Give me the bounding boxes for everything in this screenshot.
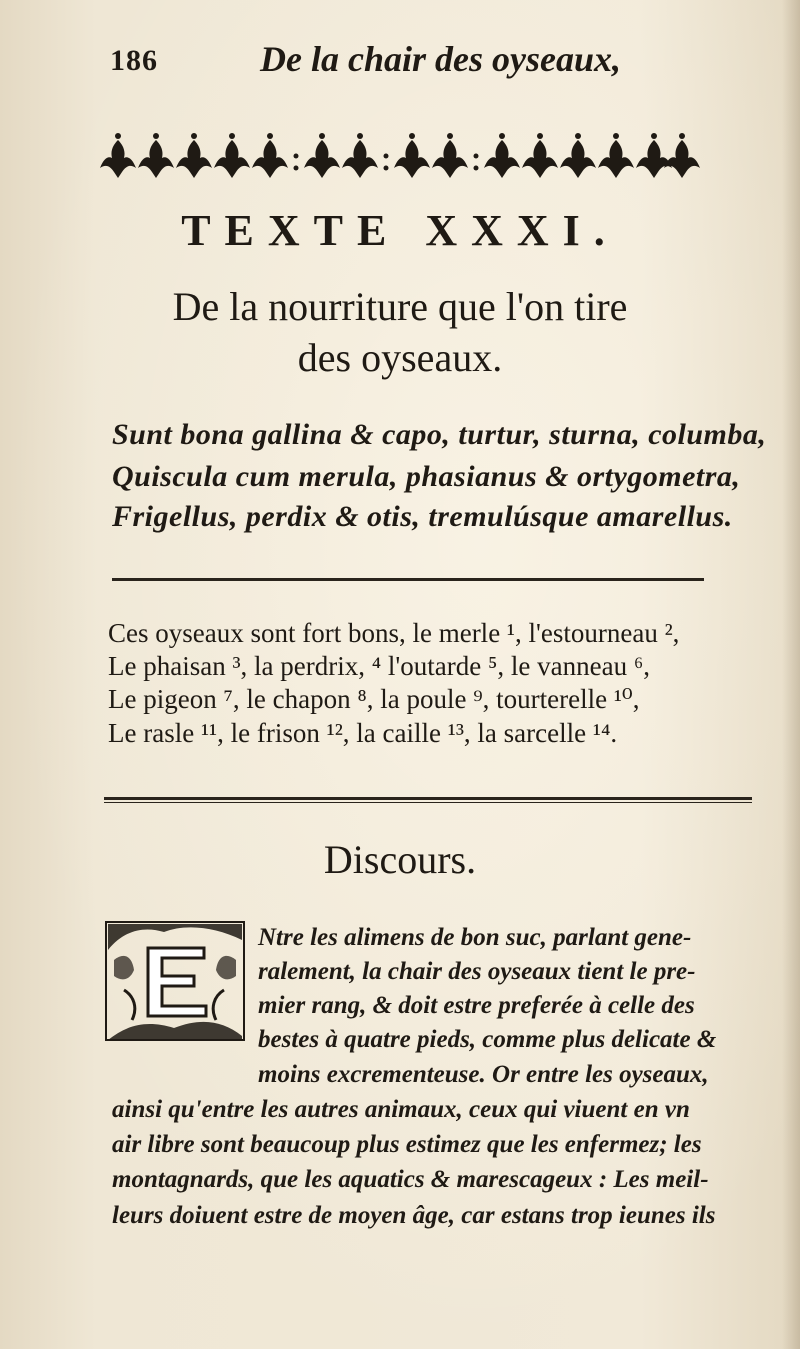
divider-rule: [112, 578, 704, 581]
running-head: [110, 38, 670, 88]
translation-line-4: Le rasle ¹¹, le frison ¹², la caille ¹³, la sarcelle ¹⁴.: [108, 718, 618, 748]
discours-line-6: ainsi qu'entre les autres animaux, ceux qui viuent en vn: [112, 1096, 690, 1123]
discours-line-8: montagnards, que les aquatics & marescageux : Les meil-: [112, 1166, 709, 1193]
latin-verse-line-1: Sunt bona gallina & capo, turtur, sturna, columba,: [112, 418, 767, 451]
discours-heading: Discours.: [323, 837, 477, 882]
page-gutter-shadow: [782, 0, 800, 1349]
fleuron-band-icon: [100, 128, 700, 180]
discours-line-5: moins excrementeuse. Or entre les oyseaux,: [258, 1061, 709, 1088]
section-title-line-2: des oyseaux.: [297, 335, 503, 380]
running-title: De la chair des oyseaux,: [260, 39, 621, 79]
page-number: 186: [110, 44, 158, 77]
discours-line-3: mier rang, & doit estre preferée à celle des: [258, 992, 695, 1019]
double-divider-rule: [104, 797, 752, 800]
section-label: TEXTE XXXI.: [181, 206, 619, 255]
discours-line-9: leurs doiuent estre de moyen âge, car estans trop ieunes ils: [112, 1202, 716, 1229]
discours-line-4: bestes à quatre pieds, comme plus delicate &: [258, 1026, 717, 1053]
translation-line-3: Le pigeon ⁷, le chapon ⁸, la poule ⁹, tourterelle ¹⁰,: [108, 684, 640, 714]
decorated-initial-e-icon: [104, 920, 246, 1042]
latin-verse-line-2: Quiscula cum merula, phasianus & ortygometra,: [112, 460, 741, 493]
translation-line-1: Ces oyseaux sont fort bons, le merle ¹, l'estourneau ²,: [108, 618, 680, 648]
section-title-line-1: De la nourriture que l'on tire: [172, 284, 628, 329]
discours-line-2: ralement, la chair des oyseaux tient le pre-: [258, 958, 696, 985]
double-divider-rule-thin: [104, 802, 752, 803]
translation-line-2: Le phaisan ³, la perdrix, ⁴ l'outarde ⁵, le vanneau ⁶,: [108, 651, 651, 681]
discours-line-7: air libre sont beaucoup plus estimez que les enfermez; les: [112, 1131, 702, 1158]
latin-verse-line-3: Frigellus, perdix & otis, tremulúsque amarellus.: [112, 500, 733, 533]
discours-line-1: Ntre les alimens de bon suc, parlant gene-: [258, 924, 692, 951]
